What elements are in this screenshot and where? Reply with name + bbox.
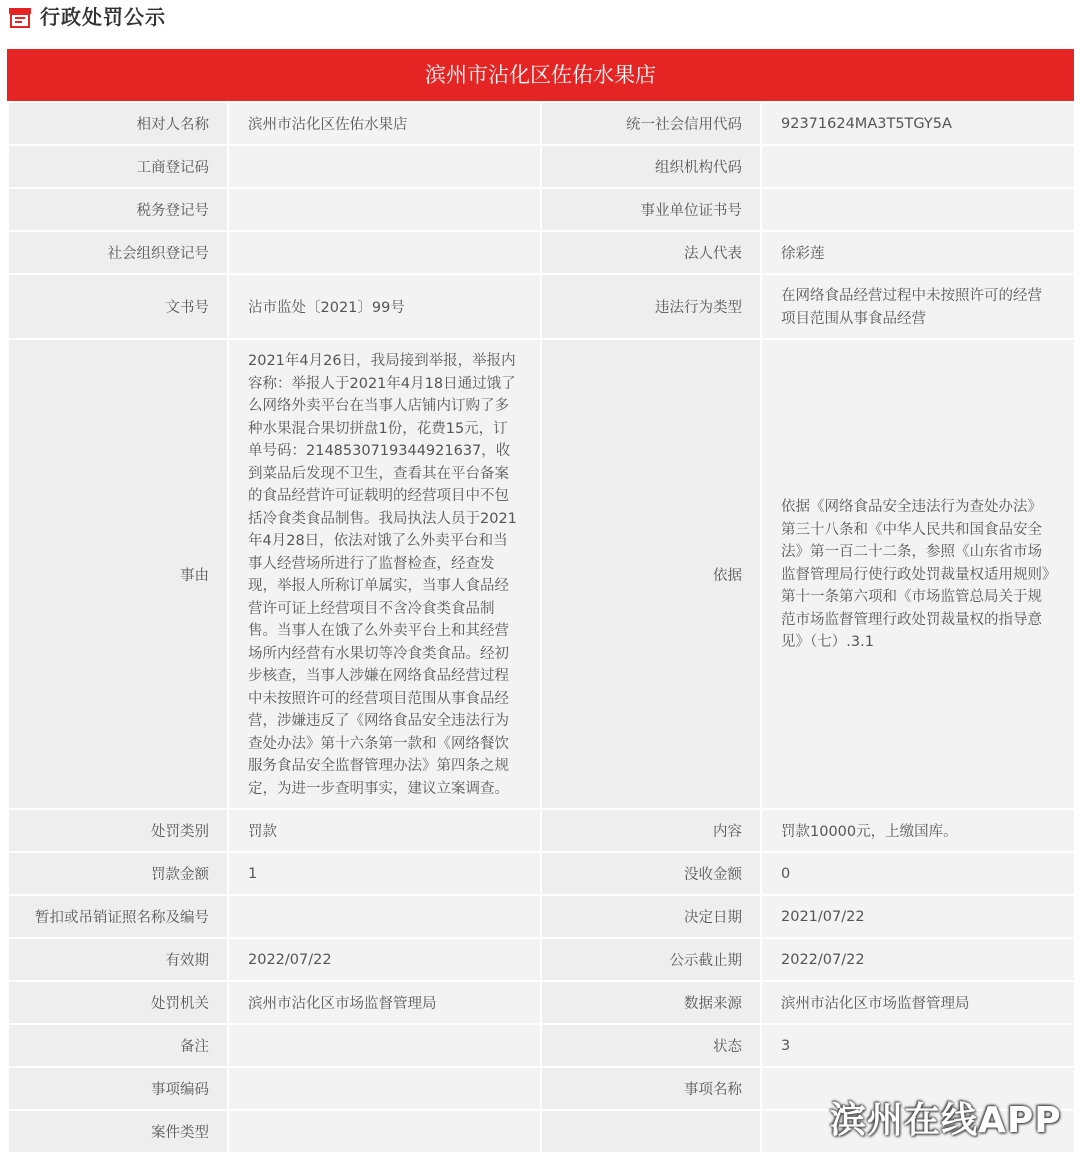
field-value: 1: [228, 852, 541, 895]
field-label: 处罚机关: [8, 981, 228, 1024]
field-value: [228, 188, 541, 231]
field-label: 法人代表: [541, 231, 761, 274]
penalty-info-table: [7, 101, 1076, 1154]
field-value: [228, 1067, 541, 1110]
page-title: 行政处罚公示: [40, 5, 166, 29]
field-label: 统一社会信用代码: [541, 102, 761, 145]
field-label: 事项名称: [541, 1067, 761, 1110]
field-value: 92371624MA3T5TGY5A: [761, 102, 1075, 145]
field-label: 案件类型: [8, 1110, 228, 1153]
field-value: 3: [761, 1024, 1075, 1067]
violation-type-value: 在网络食品经营过程中未按照许可的经营项目范围从事食品经营: [761, 274, 1075, 339]
field-label: 罚款金额: [8, 852, 228, 895]
field-value: 滨州市沾化区市场监督管理局: [228, 981, 541, 1024]
reason-text: 2021年4月26日，我局接到举报，举报内容称：举报人于2021年4月18日通过饿了么网络外卖平台在当事人店铺内订购了多种水果混合果切拼盘1份，花费15元，订单号码：2148530719344921637，收到菜品后发现不卫生，查看其在平台备案的食品经营许可证载明的经营项目中不包括冷食类食品制售。我局执法人员于2021年4月28日，依法对饿了么外卖平台和当事人经营场所进行了监督检查，经查发现，举报人所称订单属实，当事人食品经营许可证上经营项目不含冷食类食品制售。当事人在饿了么外卖平台上和其经营场所内经营有水果切等冷食类食品。经初步核查，当事人涉嫌在网络食品经营过程中未按照许可的经营项目范围从事食品经营，涉嫌违反了《网络食品安全违法行为查处办法》第十六条第一款和《网络餐饮服务食品安全监督管理办法》第四条之规定，为进一步查明事实，建议立案调查。: [228, 339, 541, 809]
field-value: [228, 231, 541, 274]
field-label: 工商登记码: [8, 145, 228, 188]
entity-banner: 滨州市沾化区佐佑水果店: [7, 49, 1074, 101]
table-row: [8, 339, 1075, 809]
table-row: [8, 231, 1075, 274]
field-value: [228, 145, 541, 188]
field-value: 罚款: [228, 809, 541, 852]
field-label: 内容: [541, 809, 761, 852]
table-row: [8, 809, 1075, 852]
field-label: 有效期: [8, 938, 228, 981]
field-value: [228, 1024, 541, 1067]
field-value: [228, 895, 541, 938]
table-row: [8, 852, 1075, 895]
table-row: [8, 102, 1075, 145]
field-label: 相对人名称: [8, 102, 228, 145]
field-value: 2022/07/22: [761, 938, 1075, 981]
table-row: [8, 895, 1075, 938]
field-value: 滨州市沾化区佐佑水果店: [228, 102, 541, 145]
field-label: 依据: [541, 339, 761, 809]
field-label: 数据来源: [541, 981, 761, 1024]
field-label: [541, 1110, 761, 1153]
field-value: 2022/07/22: [228, 938, 541, 981]
field-value: 沾市监处〔2021〕99号: [228, 274, 541, 339]
field-value: [761, 145, 1075, 188]
field-label: 组织机构代码: [541, 145, 761, 188]
field-label: 社会组织登记号: [8, 231, 228, 274]
field-label: 没收金额: [541, 852, 761, 895]
table-row: [8, 145, 1075, 188]
field-label: 文书号: [8, 274, 228, 339]
field-value: 徐彩莲: [761, 231, 1075, 274]
field-label: 公示截止期: [541, 938, 761, 981]
table-row: [8, 981, 1075, 1024]
field-value: [761, 188, 1075, 231]
field-label: 暂扣或吊销证照名称及编号: [8, 895, 228, 938]
field-value: [228, 1110, 541, 1153]
field-value: 2021/07/22: [761, 895, 1075, 938]
field-label: 决定日期: [541, 895, 761, 938]
notice-icon: [8, 6, 32, 30]
watermark-logo: 滨州在线APP: [830, 1100, 1062, 1141]
field-label: 处罚类别: [8, 809, 228, 852]
field-label: 事项编码: [8, 1067, 228, 1110]
field-value: 0: [761, 852, 1075, 895]
table-row: [8, 188, 1075, 231]
field-value: 罚款10000元，上缴国库。: [761, 809, 1075, 852]
field-label: 事业单位证书号: [541, 188, 761, 231]
table-row: [8, 1024, 1075, 1067]
field-label: 违法行为类型: [541, 274, 761, 339]
table-row: [8, 274, 1075, 339]
table-row: [8, 938, 1075, 981]
field-label: 税务登记号: [8, 188, 228, 231]
field-label: 备注: [8, 1024, 228, 1067]
page-header: [0, 0, 1080, 40]
field-label: 状态: [541, 1024, 761, 1067]
field-label: 事由: [8, 339, 228, 809]
field-value: 滨州市沾化区市场监督管理局: [761, 981, 1075, 1024]
basis-text: 依据《网络食品安全违法行为查处办法》第三十八条和《中华人民共和国食品安全法》第一百二十二条，参照《山东省市场监督管理局行使行政处罚裁量权适用规则》第十一条第六项和《市场监管总局关于规范市场监督管理行政处罚裁量权的指导意见》（七）.3.1: [761, 339, 1075, 809]
